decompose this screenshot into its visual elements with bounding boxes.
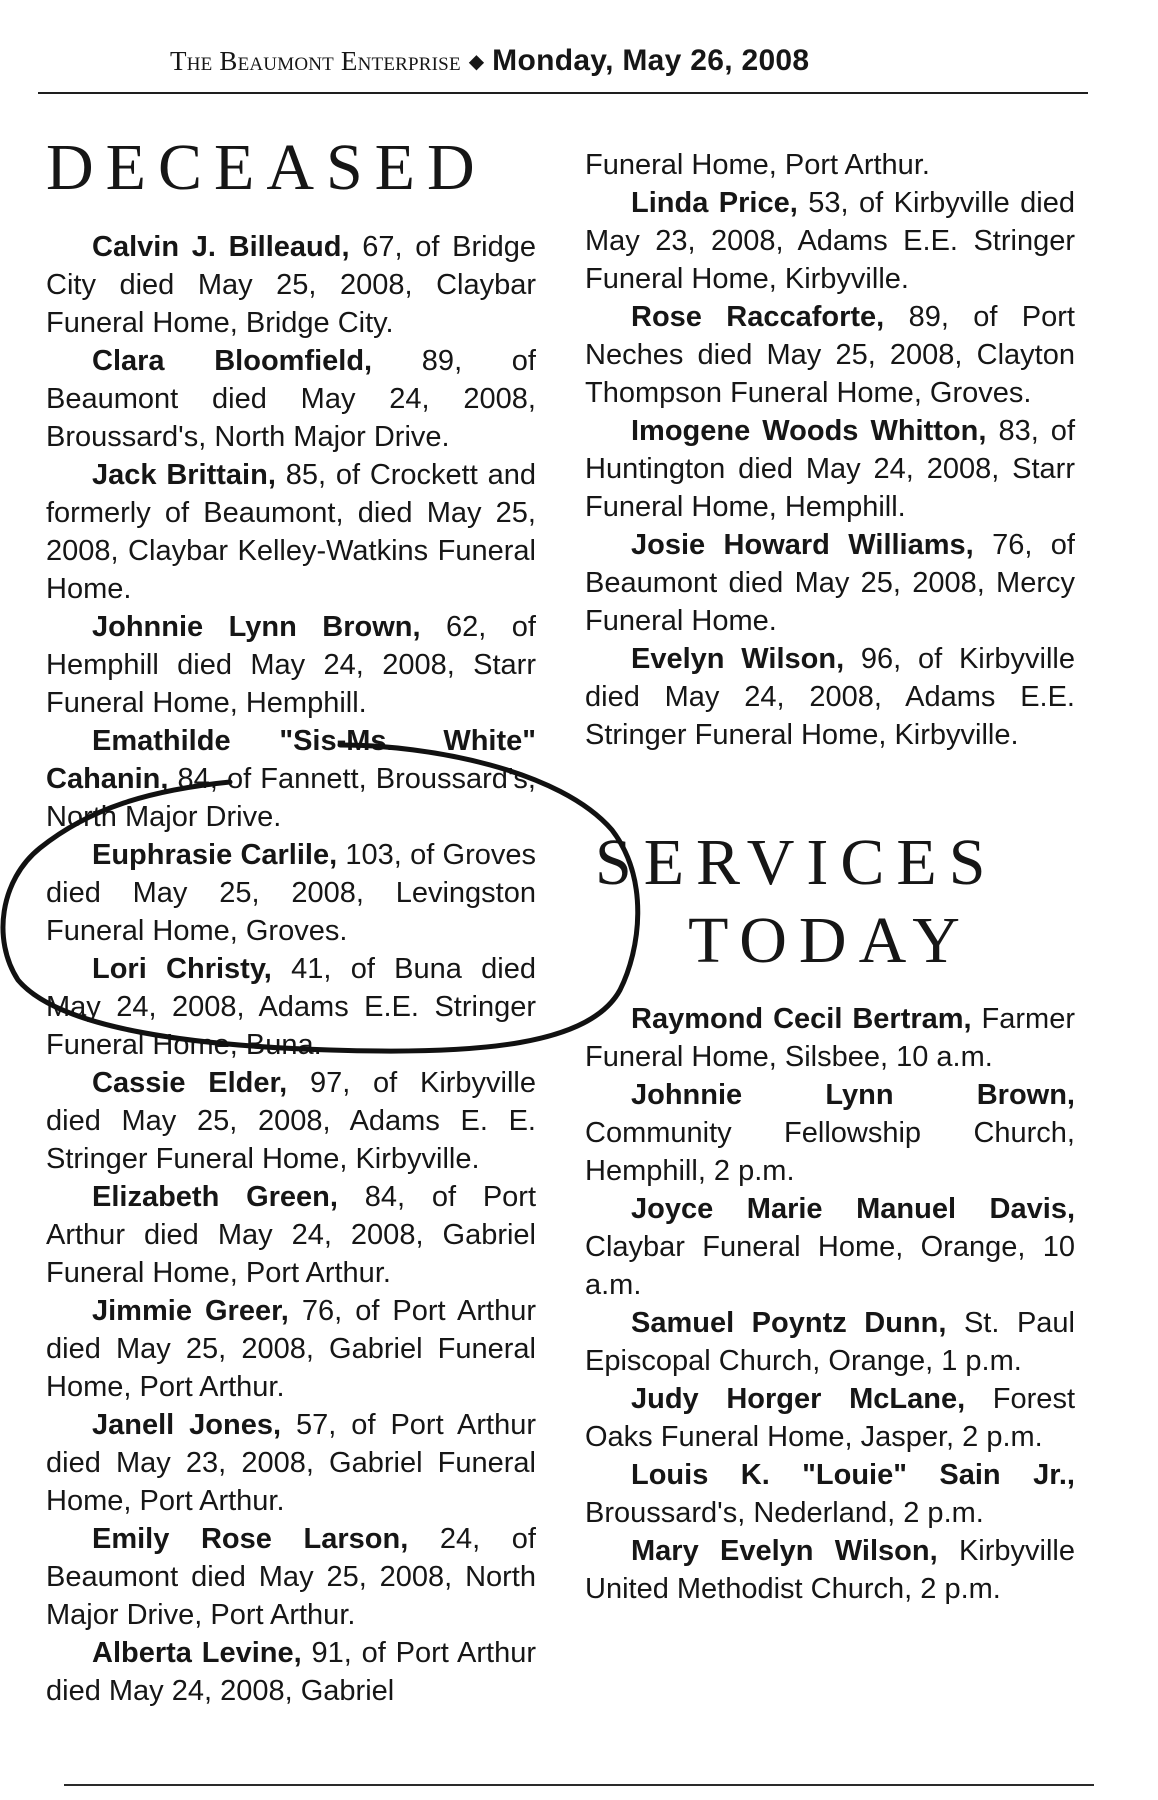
- service-details: Broussard's, Nederland, 2 p.m.: [585, 1497, 984, 1529]
- obituary-details: 76, of Beaumont died May 25, 2008, Mercy Funeral Home.: [585, 529, 1075, 637]
- obituary-details: 53, of Kirbyville died May 23, 2008, Adams E.E. Stringer Funeral Home, Kirbyville.: [585, 187, 1075, 295]
- service-details: Forest Oaks Funeral Home, Jasper, 2 p.m.: [585, 1383, 1075, 1453]
- obituary-entry: [46, 1178, 536, 1292]
- obituary-entry: [585, 184, 1075, 298]
- obituary-name: Elizabeth Green,: [92, 1181, 338, 1213]
- diamond-separator-icon: ◆: [468, 51, 485, 73]
- obituary-entry: [46, 1634, 536, 1710]
- obituary-name: Josie Howard Williams,: [631, 529, 974, 561]
- obituary-name: Lori Christy,: [92, 953, 272, 985]
- obituary-entry: [46, 1292, 536, 1406]
- service-details: Community Fellowship Church, Hemphill, 2 p.m.: [585, 1117, 1075, 1187]
- service-name: Judy Horger McLane,: [631, 1383, 966, 1415]
- deceased-list-right: [585, 146, 1075, 754]
- service-name: Samuel Poyntz Dunn,: [631, 1307, 947, 1339]
- obituary-details: 91, of Port Arthur died May 24, 2008, Gabriel: [46, 1637, 536, 1707]
- obituary-name: Imogene Woods Whitton,: [631, 415, 987, 447]
- obituary-entry: [585, 298, 1075, 412]
- obituary-entry: [585, 526, 1075, 640]
- obituary-name: Alberta Levine,: [92, 1637, 302, 1669]
- masthead: [170, 46, 1090, 81]
- obituary-name: Jack Brittain,: [92, 459, 276, 491]
- service-details: Claybar Funeral Home, Orange, 10 a.m.: [585, 1231, 1075, 1301]
- obituary-name: Cassie Elder,: [92, 1067, 288, 1099]
- obituary-details: 57, of Port Arthur died May 23, 2008, Gabriel Funeral Home, Port Arthur.: [46, 1409, 536, 1517]
- right-column: [585, 146, 1075, 1608]
- services-today-heading: [595, 824, 1065, 980]
- obituary-name: Emily Rose Larson,: [92, 1523, 409, 1555]
- obituary-name: Clara Bloomfield,: [92, 345, 373, 377]
- obituary-details: 76, of Port Arthur died May 25, 2008, Gabriel Funeral Home, Port Arthur.: [46, 1295, 537, 1403]
- obituary-entry: [46, 456, 536, 608]
- obituary-name: Rose Raccaforte,: [631, 301, 885, 333]
- obituary-entry: [46, 608, 536, 722]
- obituary-details: 24, of Beaumont died May 25, 2008, North Major Drive, Port Arthur.: [46, 1523, 536, 1631]
- obituary-name: Calvin J. Billeaud,: [92, 231, 350, 263]
- newspaper-name: The Beaumont Enterprise: [170, 46, 461, 76]
- footer-rule: [64, 1784, 1094, 1786]
- service-entry: [585, 1380, 1075, 1456]
- service-entry: [585, 1456, 1075, 1532]
- obituary-details: 41, of Buna died May 24, 2008, Adams E.E. Stringer Funeral Home, Buna.: [46, 953, 536, 1061]
- obituary-entry: [585, 412, 1075, 526]
- services-heading-line1: SERVICES: [595, 826, 998, 899]
- service-entry: [585, 1304, 1075, 1380]
- obituary-details: 67, of Bridge City died May 25, 2008, Claybar Funeral Home, Bridge City.: [46, 231, 537, 339]
- header-rule: [38, 92, 1088, 94]
- obituary-name: Jimmie Greer,: [92, 1295, 289, 1327]
- deceased-list-left: [46, 228, 536, 1710]
- obituary-entry: [46, 342, 536, 456]
- obituary-details: 83, of Huntington died May 24, 2008, Starr Funeral Home, Hemphill.: [585, 415, 1075, 523]
- deceased-heading: DECEASED: [46, 131, 487, 204]
- service-details: Farmer Funeral Home, Silsbee, 10 a.m.: [585, 1003, 1075, 1073]
- service-name: Raymond Cecil Bertram,: [631, 1003, 972, 1035]
- obituary-details: 89, of Port Neches died May 25, 2008, Clayton Thompson Funeral Home, Groves.: [585, 301, 1075, 409]
- service-entry: [585, 1076, 1075, 1190]
- service-entry: [585, 1532, 1075, 1608]
- service-name: Johnnie Lynn Brown,: [631, 1079, 1075, 1111]
- obituary-details: 97, of Kirbyville died May 25, 2008, Adams E. E. Stringer Funeral Home, Kirbyville.: [46, 1067, 536, 1175]
- service-name: Louis K. "Louie" Sain Jr.,: [631, 1459, 1075, 1491]
- obituary-name: Emathilde "Sis-Ms. White" Cahanin,: [46, 725, 536, 795]
- service-entry: [585, 1000, 1075, 1076]
- obituary-entry: [46, 1406, 536, 1520]
- issue-date: Monday, May 26, 2008: [492, 44, 810, 77]
- obituary-details: 62, of Hemphill died May 24, 2008, Starr Funeral Home, Hemphill.: [46, 611, 536, 719]
- obituary-name: Evelyn Wilson,: [631, 643, 845, 675]
- obituary-details: 103, of Groves died May 25, 2008, Levingston Funeral Home, Groves.: [46, 839, 536, 947]
- left-column: [46, 130, 536, 1710]
- obituary-entry: [46, 722, 536, 836]
- obituary-details: 84, of Port Arthur died May 24, 2008, Gabriel Funeral Home, Port Arthur.: [46, 1181, 537, 1289]
- service-entry: [585, 1190, 1075, 1304]
- obituary-details: 89, of Beaumont died May 24, 2008, Broussard's, North Major Drive.: [46, 345, 536, 453]
- obituary-details: 96, of Kirbyville died May 24, 2008, Adams E.E. Stringer Funeral Home, Kirbyville.: [585, 643, 1075, 751]
- obituary-name: Linda Price,: [631, 187, 798, 219]
- obituary-details: 85, of Crockett and formerly of Beaumont, died May 25, 2008, Claybar Kelley-Watkins Funeral Home.: [46, 459, 536, 605]
- obituary-entry: [46, 950, 536, 1064]
- obituary-entry: [46, 1520, 536, 1634]
- obituary-entry: [46, 1064, 536, 1178]
- obituary-name: Johnnie Lynn Brown,: [92, 611, 421, 643]
- obituary-entry: [46, 836, 536, 950]
- obituary-details: 84, of Fannett, Broussard's, North Major Drive.: [46, 763, 536, 833]
- service-name: Joyce Marie Manuel Davis,: [631, 1193, 1075, 1225]
- obituary-continued-text: Funeral Home, Port Arthur.: [585, 149, 930, 181]
- obituary-entry: [46, 228, 536, 342]
- obituary-entry: [585, 640, 1075, 754]
- services-heading-line2: TODAY: [688, 904, 972, 977]
- service-details: Kirbyville United Methodist Church, 2 p.m.: [585, 1535, 1075, 1605]
- obituary-name: Janell Jones,: [92, 1409, 282, 1441]
- obituary-name: Euphrasie Carlile,: [92, 839, 338, 871]
- service-name: Mary Evelyn Wilson,: [631, 1535, 938, 1567]
- service-details: St. Paul Episcopal Church, Orange, 1 p.m.: [585, 1307, 1075, 1377]
- services-list: [585, 1000, 1075, 1608]
